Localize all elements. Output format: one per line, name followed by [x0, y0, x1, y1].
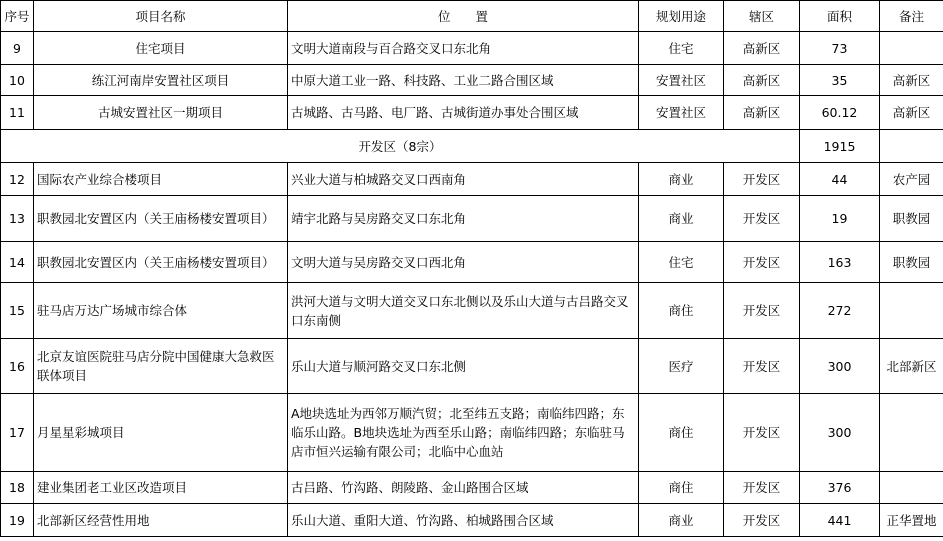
table-row: [1, 196, 943, 242]
cell-name: 北京友谊医院驻马店分院中国健康大急救医联体项目: [34, 339, 288, 394]
cell-location: 靖宇北路与吴房路交叉口东北角: [288, 196, 639, 242]
cell-name: 国际农产业综合楼项目: [34, 163, 288, 196]
section-row: [1, 130, 943, 163]
cell-note: 职教园: [880, 242, 943, 283]
header-note: 备注: [880, 1, 943, 32]
cell-use: 安置社区: [639, 96, 724, 130]
section-area: 1915: [800, 130, 880, 163]
cell-area: 441: [800, 504, 880, 537]
cell-location: 兴业大道与柏城路交叉口西南角: [288, 163, 639, 196]
cell-no: 17: [1, 394, 34, 472]
cell-name: 驻马店万达广场城市综合体: [34, 283, 288, 339]
cell-name: 职教园北安置区内（关王庙杨楼安置项目）: [34, 242, 288, 283]
cell-name: 北部新区经营性用地: [34, 504, 288, 537]
cell-district: 高新区: [724, 65, 800, 96]
header-name: 项目名称: [34, 1, 288, 32]
cell-no: 18: [1, 472, 34, 504]
cell-no: 10: [1, 65, 34, 96]
header-area: 面积: [800, 1, 880, 32]
cell-note: 农产园: [880, 163, 943, 196]
cell-district: 开发区: [724, 394, 800, 472]
cell-area: 73: [800, 32, 880, 65]
cell-district: 开发区: [724, 339, 800, 394]
cell-note: [880, 283, 943, 339]
table-row: [1, 394, 943, 472]
section-note: [880, 130, 943, 163]
cell-name: 建业集团老工业区改造项目: [34, 472, 288, 504]
cell-name: 古城安置社区一期项目: [34, 96, 288, 130]
section-label: 开发区（8宗）: [1, 130, 800, 163]
cell-no: 11: [1, 96, 34, 130]
cell-district: 开发区: [724, 283, 800, 339]
cell-no: 13: [1, 196, 34, 242]
cell-note: 北部新区: [880, 339, 943, 394]
cell-no: 9: [1, 32, 34, 65]
cell-district: 开发区: [724, 242, 800, 283]
cell-use: 商业: [639, 196, 724, 242]
cell-area: 19: [800, 196, 880, 242]
cell-district: 开发区: [724, 163, 800, 196]
cell-use: 商住: [639, 283, 724, 339]
cell-area: 272: [800, 283, 880, 339]
cell-no: 16: [1, 339, 34, 394]
cell-use: 医疗: [639, 339, 724, 394]
cell-note: 正华置地: [880, 504, 943, 537]
cell-location: 文明大道与吴房路交叉口西北角: [288, 242, 639, 283]
cell-note: 高新区: [880, 65, 943, 96]
cell-use: 商住: [639, 472, 724, 504]
cell-area: 300: [800, 394, 880, 472]
cell-location: 乐山大道与顺河路交叉口东北侧: [288, 339, 639, 394]
cell-district: 开发区: [724, 472, 800, 504]
cell-use: 住宅: [639, 32, 724, 65]
header-location: 位 置: [288, 1, 639, 32]
cell-use: 住宅: [639, 242, 724, 283]
cell-district: 开发区: [724, 196, 800, 242]
header-row: [1, 1, 943, 32]
cell-district: 开发区: [724, 504, 800, 537]
header-use: 规划用途: [639, 1, 724, 32]
cell-use: 安置社区: [639, 65, 724, 96]
header-district: 辖区: [724, 1, 800, 32]
cell-no: 12: [1, 163, 34, 196]
header-no: 序号: [1, 1, 34, 32]
cell-note: 高新区: [880, 96, 943, 130]
cell-note: [880, 32, 943, 65]
cell-name: 住宅项目: [34, 32, 288, 65]
table-row: [1, 472, 943, 504]
cell-district: 高新区: [724, 32, 800, 65]
cell-area: 35: [800, 65, 880, 96]
table-row: [1, 242, 943, 283]
cell-name: 月星星彩城项目: [34, 394, 288, 472]
table-row: [1, 163, 943, 196]
cell-area: 300: [800, 339, 880, 394]
table-row: [1, 283, 943, 339]
cell-district: 高新区: [724, 96, 800, 130]
cell-note: [880, 472, 943, 504]
cell-area: 376: [800, 472, 880, 504]
cell-area: 44: [800, 163, 880, 196]
table-row: [1, 339, 943, 394]
table-row: [1, 96, 943, 130]
cell-location: 洪河大道与文明大道交叉口东北侧以及乐山大道与古吕路交叉口东南侧: [288, 283, 639, 339]
table-row: [1, 504, 943, 537]
cell-location: 文明大道南段与百合路交叉口东北角: [288, 32, 639, 65]
cell-area: 60.12: [800, 96, 880, 130]
cell-location: 古吕路、竹沟路、朗陵路、金山路围合区域: [288, 472, 639, 504]
cell-use: 商业: [639, 163, 724, 196]
cell-no: 19: [1, 504, 34, 537]
cell-no: 15: [1, 283, 34, 339]
cell-use: 商住: [639, 394, 724, 472]
cell-name: 职教园北安置区内（关王庙杨楼安置项目）: [34, 196, 288, 242]
cell-note: 职教园: [880, 196, 943, 242]
cell-location: 古城路、古马路、电厂路、古城街道办事处合围区域: [288, 96, 639, 130]
cell-note: [880, 394, 943, 472]
cell-use: 商业: [639, 504, 724, 537]
table-row: [1, 32, 943, 65]
cell-area: 163: [800, 242, 880, 283]
table-row: [1, 65, 943, 96]
cell-name: 练江河南岸安置社区项目: [34, 65, 288, 96]
cell-location: 乐山大道、重阳大道、竹沟路、柏城路围合区域: [288, 504, 639, 537]
cell-location: 中原大道工业一路、科技路、工业二路合围区域: [288, 65, 639, 96]
cell-no: 14: [1, 242, 34, 283]
cell-location: A地块选址为西邻万顺汽贸；北至纬五支路；南临纬四路；东临乐山路。B地块选址为西至乐山路；南临纬四路；东临驻马店市恒兴运输有限公司；北临中心血站: [288, 394, 639, 472]
